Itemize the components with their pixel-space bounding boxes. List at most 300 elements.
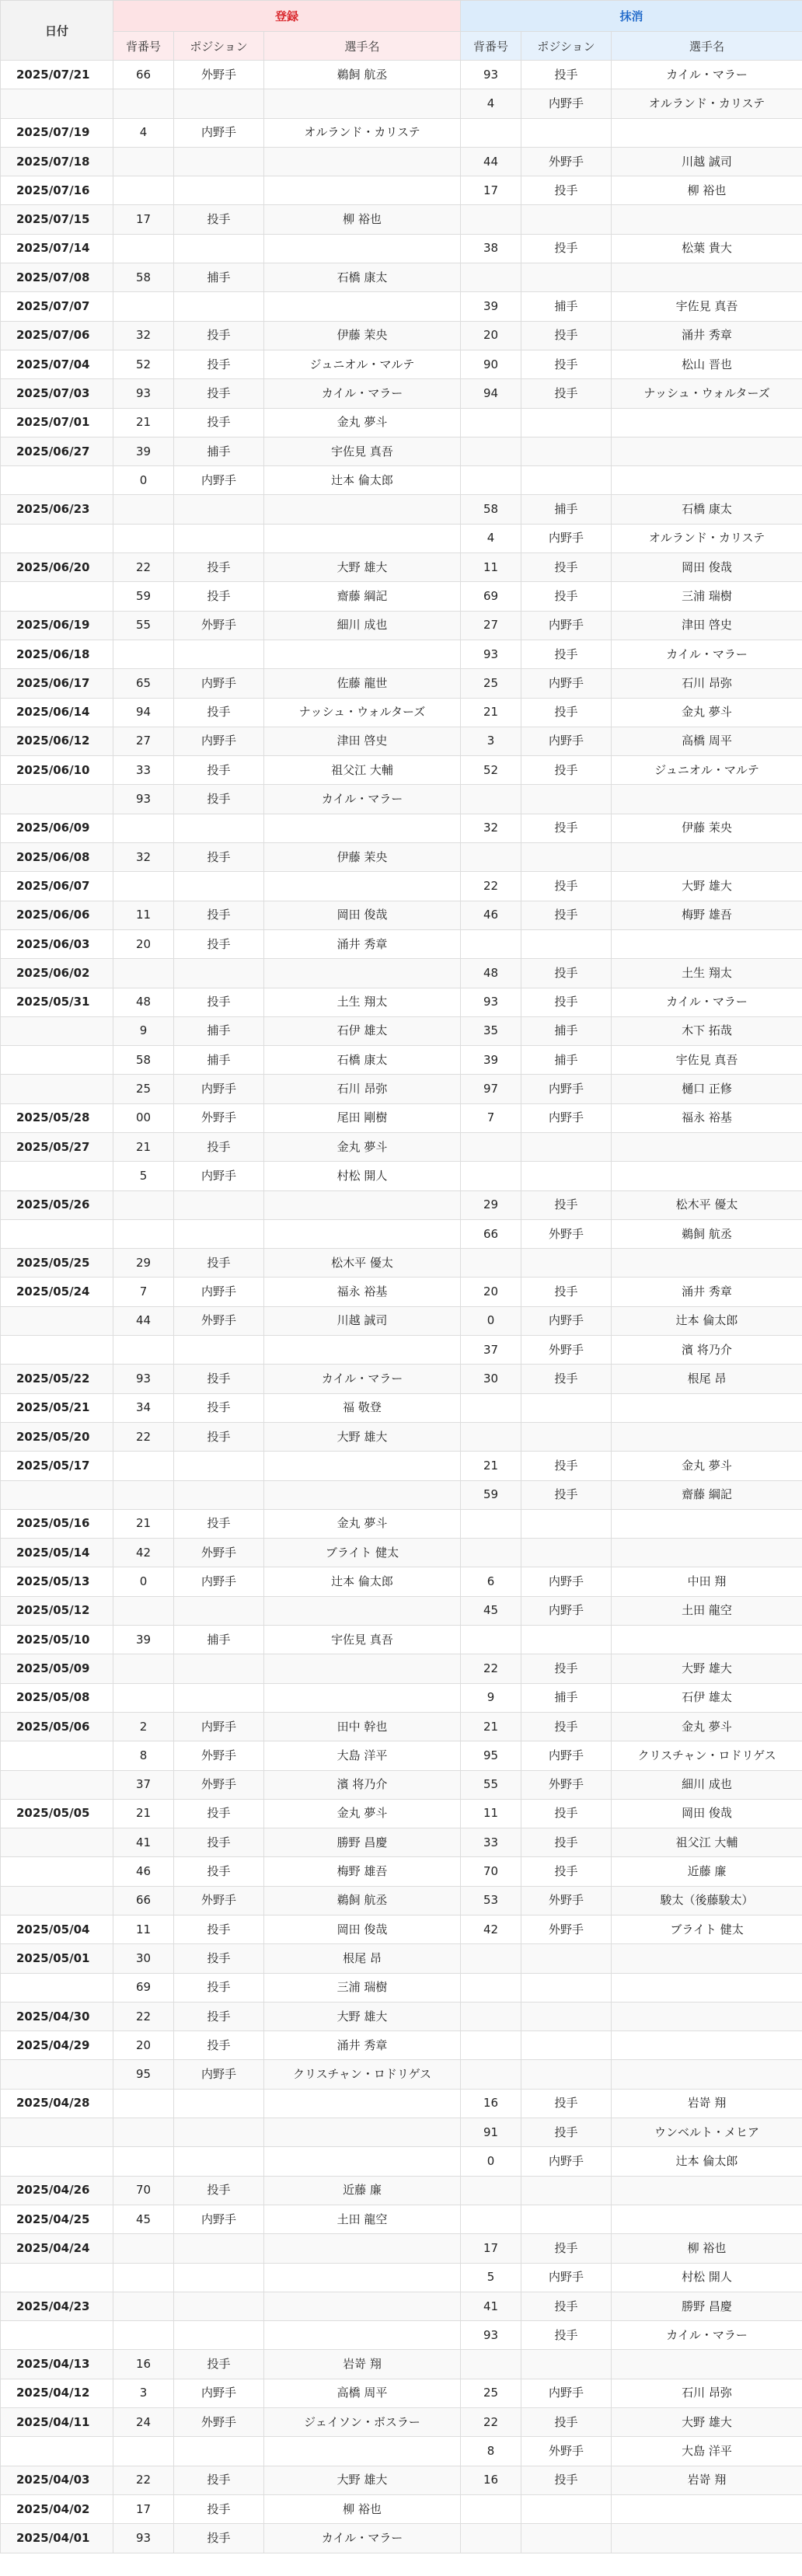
registered-position-cell: 投手 (174, 756, 264, 785)
table-body (1, 61, 802, 2553)
registered-number-cell: 21 (113, 1799, 174, 1828)
registered-name-cell: 大野 雄大 (264, 1422, 461, 1451)
deregistered-name-cell: 細川 成也 (612, 1770, 802, 1799)
deregistered-name-cell: 辻本 倫太郎 (612, 1306, 802, 1335)
date-cell (1, 1016, 113, 1045)
deregistered-name-cell: 金丸 夢斗 (612, 698, 802, 727)
registered-position-cell: 投手 (174, 379, 264, 408)
table-row (1, 2002, 802, 2030)
registered-name-cell: 大野 雄大 (264, 2466, 461, 2494)
registered-position-cell (174, 2321, 264, 2350)
registered-position-cell (174, 640, 264, 668)
deregistered-name-cell (612, 1132, 802, 1161)
deregistered-number-cell (461, 843, 521, 872)
table-row (1, 1306, 802, 1335)
deregistered-name-cell (612, 1509, 802, 1538)
registered-position-cell: 投手 (174, 929, 264, 958)
registered-position-cell: 投手 (174, 1365, 264, 1393)
table-row (1, 2379, 802, 2407)
registered-number-cell (113, 176, 174, 205)
date-cell (1, 1770, 113, 1799)
deregistered-number-cell: 11 (461, 1799, 521, 1828)
deregistered-name-cell: オルランド・カリステ (612, 524, 802, 552)
table-row (1, 1828, 802, 1857)
date-cell: 2025/06/20 (1, 553, 113, 582)
deregistered-position-cell (521, 929, 612, 958)
registered-number-cell: 93 (113, 2524, 174, 2553)
registered-number-header: 背番号 (113, 32, 174, 61)
deregistered-number-cell: 30 (461, 1365, 521, 1393)
deregistered-name-cell (612, 466, 802, 495)
registered-name-cell (264, 814, 461, 842)
registered-name-cell: 祖父江 大輔 (264, 756, 461, 785)
registered-position-cell (174, 292, 264, 321)
registered-number-cell (113, 2321, 174, 2350)
registered-position-cell: 内野手 (174, 2205, 264, 2233)
table-row (1, 1278, 802, 1306)
deregistered-number-cell (461, 1422, 521, 1451)
deregistered-group-header: 抹消 (461, 1, 802, 32)
deregistered-name-cell (612, 2205, 802, 2233)
registered-position-cell: 投手 (174, 1132, 264, 1161)
registered-name-cell: 涌井 秀章 (264, 2031, 461, 2060)
deregistered-position-cell: 投手 (521, 1190, 612, 1219)
deregistered-position-cell: 投手 (521, 2321, 612, 2350)
registered-position-cell: 内野手 (174, 1162, 264, 1190)
deregistered-position-cell (521, 466, 612, 495)
deregistered-name-cell: 齋藤 綱記 (612, 1480, 802, 1509)
registered-number-cell: 4 (113, 118, 174, 147)
registered-position-cell: 内野手 (174, 2060, 264, 2089)
deregistered-number-cell (461, 2002, 521, 2030)
date-cell: 2025/05/21 (1, 1393, 113, 1422)
table-row (1, 292, 802, 321)
registered-number-cell: 21 (113, 1509, 174, 1538)
registered-name-cell (264, 1336, 461, 1365)
registered-name-cell (264, 872, 461, 901)
date-cell: 2025/07/04 (1, 350, 113, 378)
date-cell (1, 1336, 113, 1365)
deregistered-number-cell: 94 (461, 379, 521, 408)
registered-name-cell (264, 1596, 461, 1625)
registered-position-cell: 投手 (174, 2350, 264, 2379)
table-row (1, 1915, 802, 1944)
registered-name-cell (264, 147, 461, 176)
registered-number-cell: 0 (113, 466, 174, 495)
table-row (1, 1162, 802, 1190)
deregistered-position-cell: 投手 (521, 959, 612, 988)
deregistered-number-cell (461, 785, 521, 814)
registered-position-cell: 外野手 (174, 611, 264, 640)
registered-position-cell: 捕手 (174, 437, 264, 465)
table-row (1, 205, 802, 234)
registered-number-cell (113, 2118, 174, 2147)
deregistered-number-cell: 16 (461, 2089, 521, 2118)
registered-name-cell: 辻本 倫太郎 (264, 466, 461, 495)
deregistered-number-cell: 21 (461, 1712, 521, 1741)
registered-number-cell: 42 (113, 1539, 174, 1567)
deregistered-name-cell (612, 2002, 802, 2030)
date-cell: 2025/05/22 (1, 1365, 113, 1393)
deregistered-number-cell: 44 (461, 147, 521, 176)
date-cell: 2025/05/08 (1, 1683, 113, 1712)
registered-position-cell: 投手 (174, 2031, 264, 2060)
deregistered-number-cell: 21 (461, 698, 521, 727)
deregistered-number-cell (461, 2176, 521, 2205)
deregistered-position-cell: 投手 (521, 1799, 612, 1828)
deregistered-number-cell: 95 (461, 1741, 521, 1770)
date-cell: 2025/05/06 (1, 1712, 113, 1741)
registered-number-cell: 9 (113, 1016, 174, 1045)
deregistered-number-cell: 69 (461, 582, 521, 611)
table-row (1, 118, 802, 147)
deregistered-name-cell: 中田 翔 (612, 1567, 802, 1596)
registered-position-cell: 内野手 (174, 2379, 264, 2407)
registered-name-cell (264, 234, 461, 263)
registered-number-cell: 27 (113, 727, 174, 755)
registered-number-cell: 16 (113, 2350, 174, 2379)
registered-position-cell: 内野手 (174, 118, 264, 147)
deregistered-name-cell: 勝野 昌慶 (612, 2292, 802, 2320)
deregistered-name-cell (612, 843, 802, 872)
registered-number-cell (113, 1683, 174, 1712)
registered-name-cell: 辻本 倫太郎 (264, 1567, 461, 1596)
registered-number-cell: 69 (113, 1973, 174, 2002)
deregistered-position-cell: 投手 (521, 553, 612, 582)
registered-position-cell: 捕手 (174, 1046, 264, 1075)
table-row (1, 1422, 802, 1451)
date-cell: 2025/06/02 (1, 959, 113, 988)
registered-name-cell (264, 1654, 461, 1683)
registered-position-cell: 投手 (174, 698, 264, 727)
registered-number-cell: 30 (113, 1944, 174, 1973)
deregistered-position-cell: 内野手 (521, 727, 612, 755)
deregistered-name-cell: 石伊 雄太 (612, 1683, 802, 1712)
table-row (1, 640, 802, 668)
registered-position-cell: 外野手 (174, 1770, 264, 1799)
deregistered-position-cell (521, 2176, 612, 2205)
registered-position-cell (174, 2263, 264, 2292)
registered-name-cell (264, 2147, 461, 2176)
registered-position-cell: 外野手 (174, 1741, 264, 1770)
deregistered-name-cell (612, 118, 802, 147)
table-row (1, 1365, 802, 1393)
registered-name-cell: 涌井 秀章 (264, 929, 461, 958)
registered-position-cell: 捕手 (174, 1016, 264, 1045)
deregistered-name-cell (612, 2060, 802, 2089)
date-cell: 2025/07/07 (1, 292, 113, 321)
table-row (1, 901, 802, 929)
date-cell (1, 1480, 113, 1509)
deregistered-number-cell: 33 (461, 1828, 521, 1857)
registered-position-cell: 投手 (174, 1857, 264, 1886)
deregistered-name-cell: 松葉 貴大 (612, 234, 802, 263)
registered-number-cell: 93 (113, 1365, 174, 1393)
registered-name-cell (264, 1219, 461, 1248)
registered-number-cell: 20 (113, 929, 174, 958)
date-cell (1, 1857, 113, 1886)
registered-position-cell: 投手 (174, 1915, 264, 1944)
registered-position-cell: 外野手 (174, 1306, 264, 1335)
registered-position-cell: 投手 (174, 843, 264, 872)
registered-name-cell: 金丸 夢斗 (264, 408, 461, 437)
date-cell: 2025/04/12 (1, 2379, 113, 2407)
registered-position-cell (174, 2147, 264, 2176)
deregistered-name-cell (612, 205, 802, 234)
registered-number-cell (113, 1219, 174, 1248)
registered-number-cell: 22 (113, 1422, 174, 1451)
registered-number-cell: 32 (113, 843, 174, 872)
table-row (1, 2147, 802, 2176)
deregistered-number-cell: 90 (461, 350, 521, 378)
deregistered-name-cell: 松木平 優太 (612, 1190, 802, 1219)
deregistered-name-cell: カイル・マラー (612, 988, 802, 1016)
date-cell: 2025/06/18 (1, 640, 113, 668)
deregistered-position-cell: 内野手 (521, 2147, 612, 2176)
date-cell (1, 466, 113, 495)
registered-number-cell: 32 (113, 321, 174, 350)
date-cell: 2025/07/18 (1, 147, 113, 176)
registered-number-cell: 11 (113, 901, 174, 929)
table-row (1, 1016, 802, 1045)
table-row (1, 1567, 802, 1596)
deregistered-position-cell: 投手 (521, 698, 612, 727)
deregistered-number-cell: 39 (461, 1046, 521, 1075)
deregistered-name-header: 選手名 (612, 32, 802, 61)
registered-number-cell (113, 1654, 174, 1683)
deregistered-number-cell: 93 (461, 2321, 521, 2350)
date-cell: 2025/07/21 (1, 61, 113, 89)
registered-name-cell: 田中 幹也 (264, 1712, 461, 1741)
registered-name-cell: 大野 雄大 (264, 553, 461, 582)
table-row (1, 1539, 802, 1567)
registered-number-cell: 44 (113, 1306, 174, 1335)
deregistered-position-cell (521, 1132, 612, 1161)
registered-number-cell: 17 (113, 2494, 174, 2523)
table-row (1, 2292, 802, 2320)
registered-position-cell (174, 234, 264, 263)
registered-position-header: ポジション (174, 32, 264, 61)
table-row (1, 727, 802, 755)
deregistered-number-cell (461, 408, 521, 437)
deregistered-name-cell: ジュニオル・マルテ (612, 756, 802, 785)
date-cell: 2025/04/13 (1, 2350, 113, 2379)
registered-position-cell: 投手 (174, 2524, 264, 2553)
table-row (1, 1741, 802, 1770)
date-cell: 2025/04/29 (1, 2031, 113, 2060)
deregistered-number-cell: 46 (461, 901, 521, 929)
deregistered-number-cell (461, 1973, 521, 2002)
deregistered-name-cell: 駿太（後藤駿太） (612, 1886, 802, 1915)
registered-number-cell: 58 (113, 263, 174, 292)
deregistered-name-cell: 宇佐見 真吾 (612, 292, 802, 321)
table-row (1, 1132, 802, 1161)
registered-name-cell (264, 1480, 461, 1509)
deregistered-position-cell: 投手 (521, 901, 612, 929)
deregistered-number-cell: 0 (461, 1306, 521, 1335)
deregistered-position-cell (521, 2060, 612, 2089)
date-cell (1, 1828, 113, 1857)
registered-name-cell: 高橋 周平 (264, 2379, 461, 2407)
date-cell: 2025/07/06 (1, 321, 113, 350)
registered-name-cell: 宇佐見 真吾 (264, 1626, 461, 1654)
deregistered-name-cell: 近藤 廉 (612, 1857, 802, 1886)
registered-name-cell: 岡田 俊哉 (264, 1915, 461, 1944)
table-row (1, 2321, 802, 2350)
date-cell: 2025/05/31 (1, 988, 113, 1016)
registered-name-cell (264, 1190, 461, 1219)
registered-name-cell: 鵜飼 航丞 (264, 61, 461, 89)
deregistered-number-cell (461, 1944, 521, 1973)
registered-number-cell (113, 2437, 174, 2466)
registered-number-cell: 95 (113, 2060, 174, 2089)
table-row (1, 437, 802, 465)
deregistered-name-cell: 岡田 俊哉 (612, 1799, 802, 1828)
registered-number-cell: 3 (113, 2379, 174, 2407)
table-row (1, 89, 802, 118)
deregistered-number-cell: 25 (461, 669, 521, 698)
date-cell (1, 2060, 113, 2089)
deregistered-number-cell: 29 (461, 1190, 521, 1219)
registered-number-cell: 66 (113, 61, 174, 89)
date-cell: 2025/05/14 (1, 1539, 113, 1567)
registered-position-cell: 投手 (174, 1973, 264, 2002)
deregistered-number-cell: 3 (461, 727, 521, 755)
table-row (1, 147, 802, 176)
registered-position-cell (174, 1219, 264, 1248)
deregistered-name-cell: 根尾 昂 (612, 1365, 802, 1393)
table-row (1, 698, 802, 727)
date-cell: 2025/06/06 (1, 901, 113, 929)
registered-number-cell: 37 (113, 1770, 174, 1799)
registered-name-cell (264, 2089, 461, 2118)
date-cell: 2025/07/15 (1, 205, 113, 234)
registered-number-cell: 5 (113, 1162, 174, 1190)
deregistered-position-cell (521, 785, 612, 814)
registered-position-cell (174, 2292, 264, 2320)
registered-name-cell: 佐藤 龍世 (264, 669, 461, 698)
deregistered-position-cell (521, 1422, 612, 1451)
deregistered-number-cell: 37 (461, 1336, 521, 1365)
deregistered-name-cell (612, 2524, 802, 2553)
deregistered-name-cell: 金丸 夢斗 (612, 1452, 802, 1480)
deregistered-name-cell: 川越 誠司 (612, 147, 802, 176)
deregistered-position-cell: 外野手 (521, 147, 612, 176)
deregistered-number-cell (461, 263, 521, 292)
table-row (1, 2234, 802, 2263)
registered-group-header: 登録 (113, 1, 461, 32)
registered-position-cell: 投手 (174, 1799, 264, 1828)
registered-position-cell (174, 1596, 264, 1625)
deregistered-number-cell: 93 (461, 640, 521, 668)
date-cell (1, 1973, 113, 2002)
table-row (1, 2263, 802, 2292)
registered-position-cell (174, 872, 264, 901)
date-cell: 2025/06/12 (1, 727, 113, 755)
registered-name-cell: 根尾 昂 (264, 1944, 461, 1973)
deregistered-position-cell (521, 1249, 612, 1278)
date-cell: 2025/06/08 (1, 843, 113, 872)
deregistered-name-cell: 濱 将乃介 (612, 1336, 802, 1365)
table-row (1, 1509, 802, 1538)
date-cell: 2025/06/19 (1, 611, 113, 640)
registered-name-cell (264, 89, 461, 118)
registered-position-cell: 内野手 (174, 727, 264, 755)
registered-number-cell (113, 1452, 174, 1480)
registered-position-cell (174, 1480, 264, 1509)
date-cell: 2025/04/23 (1, 2292, 113, 2320)
registered-name-cell: 近藤 廉 (264, 2176, 461, 2205)
registered-number-cell: 58 (113, 1046, 174, 1075)
table-row (1, 1393, 802, 1422)
registered-name-cell: 金丸 夢斗 (264, 1799, 461, 1828)
date-cell: 2025/06/03 (1, 929, 113, 958)
registered-name-cell: 福 敬登 (264, 1393, 461, 1422)
table-row (1, 1683, 802, 1712)
registered-name-cell: 大島 洋平 (264, 1741, 461, 1770)
registered-position-cell: 投手 (174, 321, 264, 350)
deregistered-number-cell: 58 (461, 495, 521, 524)
deregistered-number-cell: 66 (461, 1219, 521, 1248)
table-row (1, 524, 802, 552)
deregistered-position-cell: 捕手 (521, 495, 612, 524)
deregistered-position-cell: 内野手 (521, 2263, 612, 2292)
date-cell (1, 2147, 113, 2176)
table-row (1, 321, 802, 350)
registered-name-cell: 鵜飼 航丞 (264, 1886, 461, 1915)
deregistered-number-cell: 52 (461, 756, 521, 785)
deregistered-number-cell: 17 (461, 2234, 521, 2263)
deregistered-number-cell (461, 205, 521, 234)
registered-number-cell: 55 (113, 611, 174, 640)
registered-position-cell: 投手 (174, 553, 264, 582)
deregistered-number-cell: 48 (461, 959, 521, 988)
deregistered-position-cell (521, 843, 612, 872)
registered-name-cell: 岩嵜 翔 (264, 2350, 461, 2379)
deregistered-position-cell: 投手 (521, 1828, 612, 1857)
deregistered-name-cell (612, 408, 802, 437)
deregistered-number-cell (461, 1249, 521, 1278)
registered-position-cell (174, 2437, 264, 2466)
table-header (1, 1, 802, 61)
registered-number-cell: 29 (113, 1249, 174, 1278)
registered-number-cell: 59 (113, 582, 174, 611)
table-row (1, 669, 802, 698)
table-row (1, 756, 802, 785)
deregistered-position-cell (521, 2494, 612, 2523)
registered-number-cell: 66 (113, 1886, 174, 1915)
registered-number-cell: 21 (113, 1132, 174, 1161)
registered-number-cell (113, 292, 174, 321)
table-row (1, 1799, 802, 1828)
table-row (1, 1886, 802, 1915)
deregistered-number-cell: 16 (461, 2466, 521, 2494)
registered-name-cell: 土生 翔太 (264, 988, 461, 1016)
deregistered-position-cell: 投手 (521, 2466, 612, 2494)
registered-position-cell: 投手 (174, 988, 264, 1016)
registered-name-cell: ジェイソン・ボスラー (264, 2408, 461, 2437)
deregistered-name-cell: ナッシュ・ウォルターズ (612, 379, 802, 408)
registered-number-cell: 39 (113, 437, 174, 465)
registered-position-cell: 捕手 (174, 1626, 264, 1654)
deregistered-number-header: 背番号 (461, 32, 521, 61)
deregistered-name-cell (612, 1422, 802, 1451)
registered-number-cell: 21 (113, 408, 174, 437)
table-row (1, 1944, 802, 1973)
deregistered-number-cell (461, 466, 521, 495)
deregistered-number-cell: 7 (461, 1103, 521, 1132)
deregistered-name-cell: 大野 雄大 (612, 872, 802, 901)
